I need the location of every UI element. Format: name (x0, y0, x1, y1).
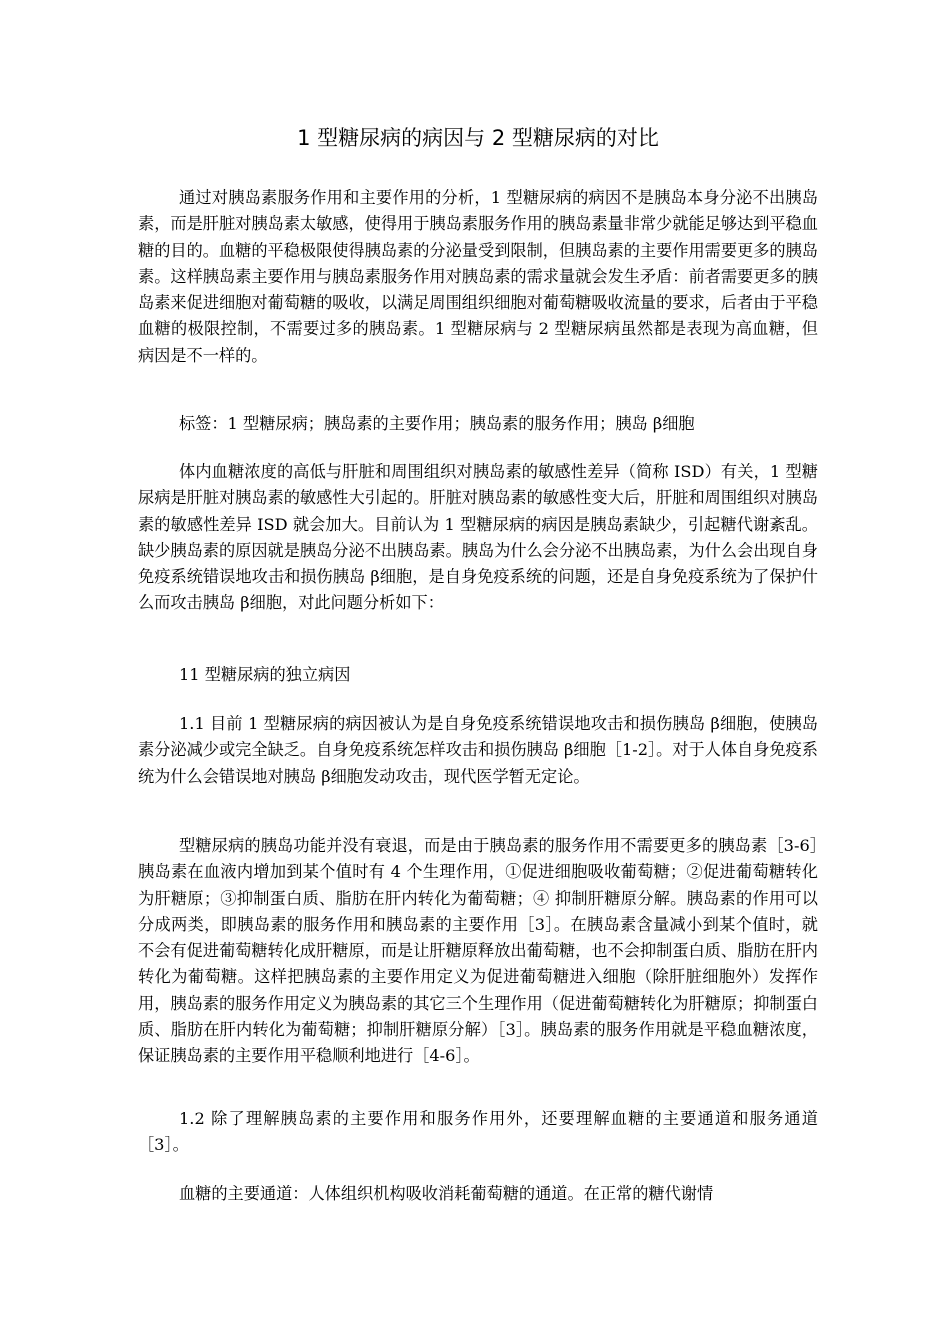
insulin-function-paragraph: 型糖尿病的胰岛功能并没有衰退，而是由于胰岛素的服务作用不需要更多的胰岛素［3-6］胰岛素在血液内增加到某个值时有 4 个生理作用，①促进细胞吸收葡萄糖；②促进葡萄糖转化为肝糖原；③抑制蛋白质、脂肪在肝内转化为葡萄糖；④ 抑制肝糖原分解。胰岛素的作用可以分成两类，即胰岛素的服务作用和胰岛素的主要作用［3］。在胰岛素含量减小到某个值时，就不会有促进葡萄糖转化成肝糖原，而是让肝糖原释放出葡萄糖，也不会抑制蛋白质、脂肪在肝内转化为葡萄糖。这样把胰岛素的主要作用定义为促进葡萄糖进入细胞（除肝脏细胞外）发挥作用，胰岛素的服务作用定义为胰岛素的其它三个生理作用（促进葡萄糖转化为肝糖原；抑制蛋白质、脂肪在肝内转化为葡萄糖；抑制肝糖原分解）［3］。胰岛素的服务作用就是平稳血糖浓度，保证胰岛素的主要作用平稳顺利地进行［4-6］。 (138, 836, 818, 1066)
intro-paragraph: 体内血糖浓度的高低与肝脏和周围组织对胰岛素的敏感性差异（简称 ISD）有关，1 型糖尿病是肝脏对胰岛素的敏感性大引起的。肝脏对胰岛素的敏感性变大后，肝脏和周围组织对胰岛素的敏感性差异 ISD 就会加大。目前认为 1 型糖尿病的病因是胰岛素缺少，引起糖代谢紊乱。缺少胰岛素的原因就是胰岛分泌不出胰岛素。胰岛为什么会分泌不出胰岛素，为什么会出现自身免疫系统错误地攻击和损伤胰岛 β细胞，是自身免疫系统的问题，还是自身免疫系统为了保护什么而攻击胰岛 β细胞，对此问题分析如下： (138, 462, 818, 613)
section-1-1-paragraph: 1.1 目前 1 型糖尿病的病因被认为是自身免疫系统错误地攻击和损伤胰岛 β细胞，使胰岛素分泌减少或完全缺乏。自身免疫系统怎样攻击和损伤胰岛 β细胞［1-2］。对于人体自身免疫系统为什么会错误地对胰岛 β细胞发动攻击，现代医学暂无定论。 (138, 714, 818, 786)
section-heading: 11 型糖尿病的独立病因 (179, 665, 351, 684)
abstract-paragraph: 通过对胰岛素服务作用和主要作用的分析，1 型糖尿病的病因不是胰岛本身分泌不出胰岛素，而是肝脏对胰岛素太敏感，使得用于胰岛素服务作用的胰岛素量非常少就能足够达到平稳血糖的目的。血糖的平稳极限使得胰岛素的分泌量受到限制，但胰岛素的主要作用需要更多的胰岛素。这样胰岛素主要作用与胰岛素服务作用对胰岛素的需求量就会发生矛盾：前者需要更多的胰岛素来促进细胞对葡萄糖的吸收，以满足周围组织细胞对葡萄糖吸收流量的要求，后者由于平稳血糖的极限控制，不需要过多的胰岛素。1 型糖尿病与 2 型糖尿病虽然都是表现为高血糖，但病因是不一样的。 (138, 188, 818, 365)
document-title: 1 型糖尿病的病因与 2 型糖尿病的对比 (297, 126, 659, 150)
keywords-paragraph: 标签：1 型糖尿病；胰岛素的主要作用；胰岛素的服务作用；胰岛 β细胞 (179, 414, 695, 433)
section-1-2-paragraph: 1.2 除了理解胰岛素的主要作用和服务作用外，还要理解血糖的主要通道和服务通道［3］。 (138, 1109, 818, 1155)
main-channel-paragraph: 血糖的主要通道：人体组织机构吸收消耗葡萄糖的通道。在正常的糖代谢情 (179, 1184, 714, 1203)
